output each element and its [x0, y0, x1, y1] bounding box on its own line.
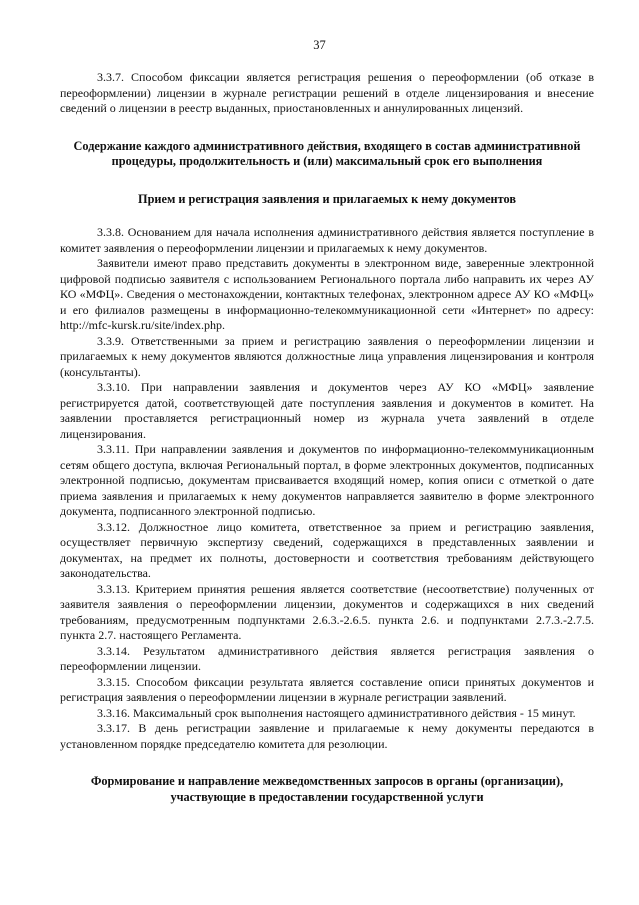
paragraph-3-3-17: 3.3.17. В день регистрации заявление и прилагаемые к нему документы передаются в установленном порядке председателю комитета для резолюции. [60, 721, 594, 751]
paragraph-3-3-10: 3.3.10. При направлении заявления и документов через АУ КО «МФЦ» заявление регистрируется датой, соответствующей дате поступления заявления и документов в комитет. На заявлении проставляется регистрационный номер из журнала учета заявлений в отделе лицензирования. [60, 380, 594, 441]
paragraph-3-3-15: 3.3.15. Способом фиксации результата является составление описи принятых документов и регистрация заявления о переоформлении лицензии в журнале регистрации заявлений. [60, 674, 594, 704]
subsection-heading-reception: Прием и регистрация заявления и прилагаемых к нему документов [138, 191, 516, 206]
paragraph-3-3-14: 3.3.14. Результатом административного действия является регистрация заявления о переоформлении лицензии. [60, 643, 594, 673]
section-heading-interagency-requests: Формирование и направление межведомственных запросов в органы (организации), участвующие в предоставлении государственной услуги [90, 774, 564, 804]
page-number: 37 [313, 38, 326, 52]
paragraph-3-3-12: 3.3.12. Должностное лицо комитета, ответственное за прием и регистрацию заявления, осуществляет первичную экспертизу сведений, содержащихся в представленных заявлении и документах, на предмет их полноты, достоверности и соответствия требованиям действующего законодательства. [60, 519, 594, 580]
paragraph-3-3-13: 3.3.13. Критерием принятия решения является соответствие (несоответствие) полученных от заявителя заявления о переоформлении лицензии, документов и содержащихся в них сведений требованиям, предусмотренным подпунктами 2.6.3.-2.6.5. пункта 2.6. и подпунктами 2.7.3.-2.7.5. пункта 2.7. настоящего Регламента. [60, 581, 594, 642]
paragraph-3-3-8: 3.3.8. Основанием для начала исполнения административного действия является поступление в комитет заявления о переоформлении лицензии и прилагаемых к нему документов. [60, 225, 594, 255]
paragraph-3-3-9: 3.3.9. Ответственными за прием и регистрацию заявления о переоформлении лицензии и прилагаемых к нему документов являются должностные лица управления лицензирования и контроля (консультанты). [60, 333, 594, 379]
paragraph-3-3-16: 3.3.16. Максимальный срок выполнения настоящего административного действия - 15 минут. [97, 705, 576, 720]
paragraph-3-3-7: 3.3.7. Способом фиксации является регистрация решения о переоформлении (об отказе в переоформлении) лицензии в журнале регистрации решений в отделе лицензирования и внесение сведений о лицензии в реестр выданных, приостановленных и аннулированных лицензий. [60, 70, 594, 115]
paragraph-3-3-11: 3.3.11. При направлении заявления и документов по информационно-телекоммуникационным сетям общего доступа, включая Региональный портал, в форме электронных документов, подписанных электронной подписью, документам присваивается входящий номер, копия описи с отметкой о дате приема заявления и прилагаемых к нему документов направляется заявителю в форме электронного документа, подписанного электронной подписью. [60, 442, 594, 518]
paragraph-applicants-rights: Заявители имеют право представить документы в электронном виде, заверенные электронной цифровой подписью заявителя с использованием Регионального портала либо направить их через АУ КО «МФЦ». Сведения о местонахождении, контактных телефонах, электронном адресе АУ КО «МФЦ» и его филиалов размещены в информационно-телекоммуникационной сети «Интернет» по адресу: http://mfc-kursk.ru/site/index.php. [60, 256, 594, 332]
section-heading-action-content: Содержание каждого административного действия, входящего в состав административной процедуры, продолжительность и (или) максимальный срок его выполнения [73, 138, 581, 168]
document-body [60, 70, 594, 805]
